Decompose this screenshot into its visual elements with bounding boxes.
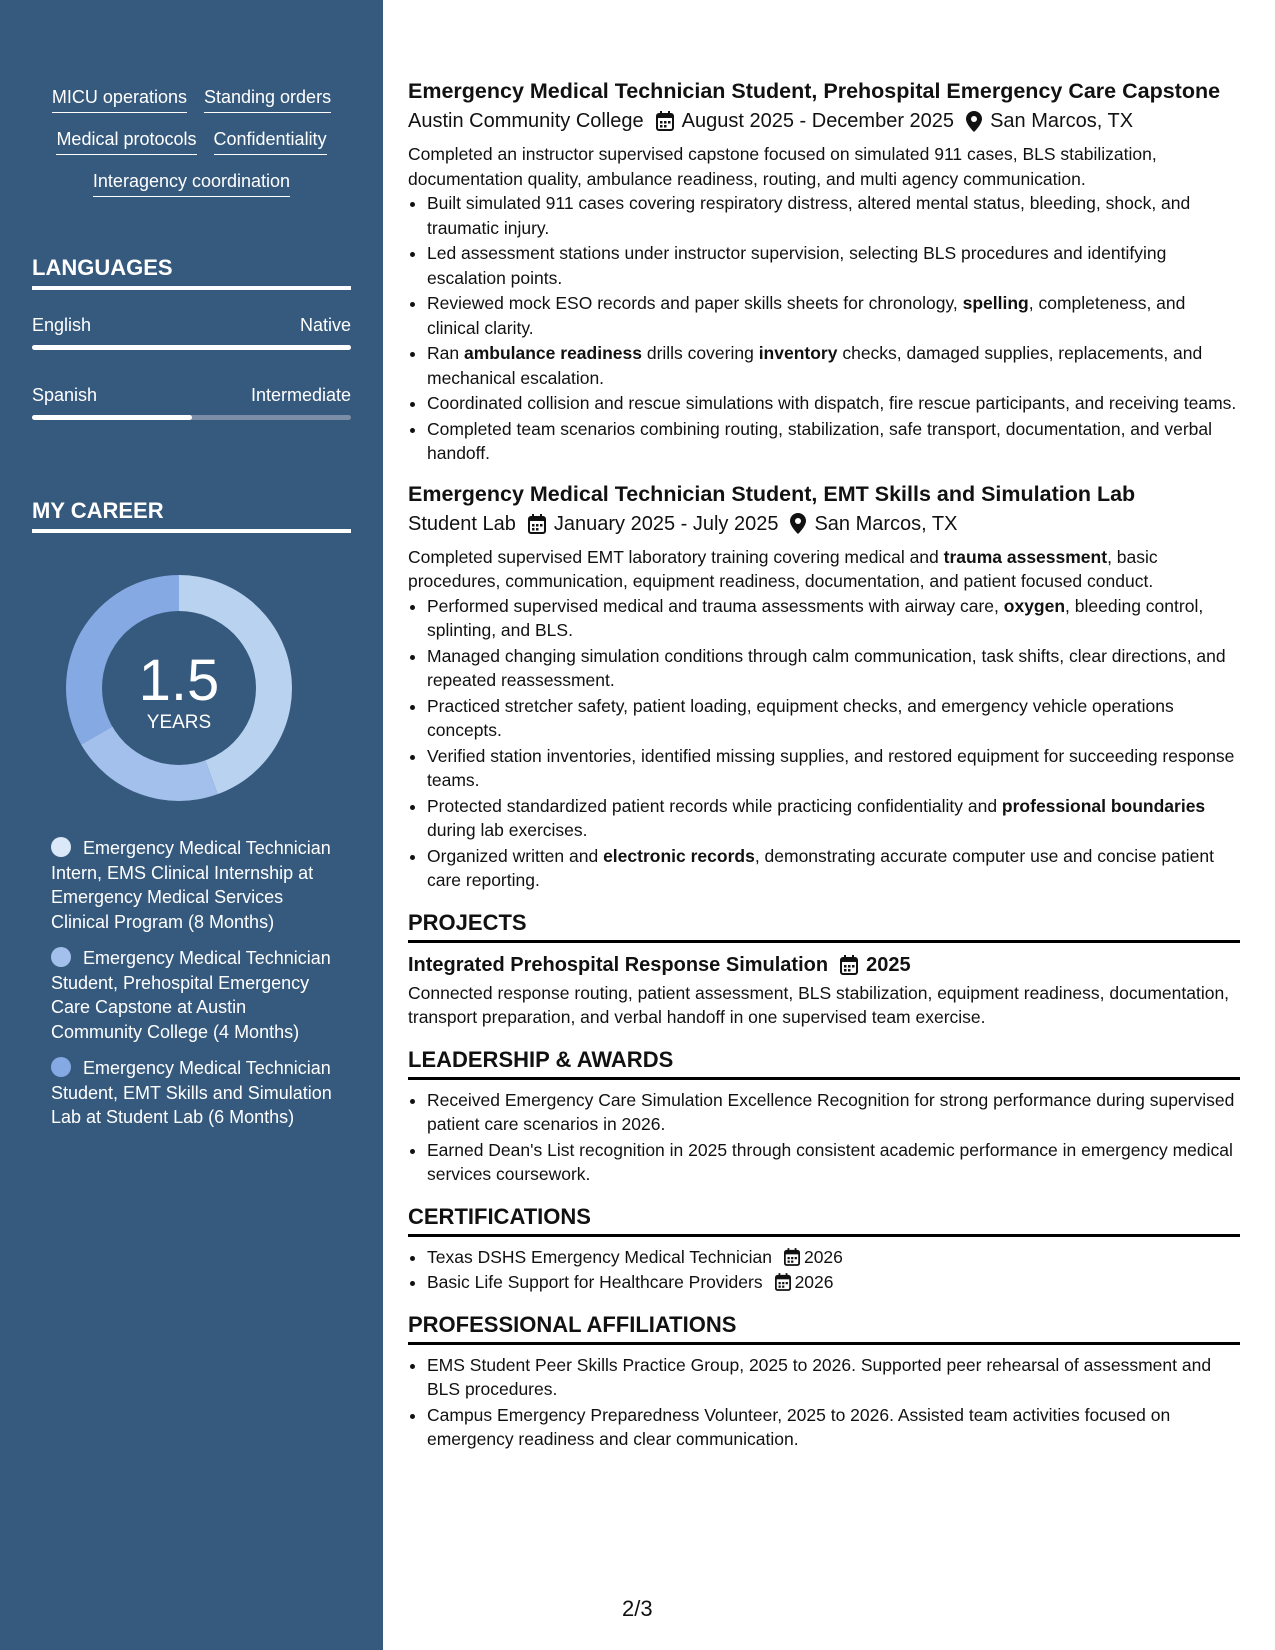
- bullet-item: • Verified station inventories, identified missing supplies, and restored equipment for succeeding response teams.: [427, 744, 1240, 793]
- bullet-item: • Led assessment stations under instructor supervision, selecting BLS procedures and identifying escalation points.: [427, 241, 1240, 290]
- career-item: [51, 946, 341, 1044]
- language-level: Native: [299, 315, 351, 335]
- job-summary: Completed supervised EMT laboratory training covering medical and trauma assessment, basic procedures, communication, equipment readiness, documentation, and patient focused conduct.: [408, 546, 1158, 591]
- bullet-item: • Completed team scenarios combining routing, stabilization, safe transport, documentation, and verbal handoff.: [427, 417, 1240, 466]
- bullet-item: • Coordinated collision and rescue simulations with dispatch, fire rescue participants, and receiving teams.: [427, 391, 1240, 416]
- bullet-item: • Ran ambulance readiness drills covering inventory checks, damaged supplies, replacements, and mechanical escalation.: [427, 341, 1240, 390]
- career-dot-icon: [51, 1057, 71, 1077]
- language-proficiency-fill: [32, 345, 351, 350]
- calendar-icon: [840, 955, 858, 975]
- project-year: 2025: [866, 953, 911, 976]
- career-dot-icon: [51, 837, 71, 857]
- language-name: Spanish: [32, 385, 98, 405]
- bullet-item: • Campus Emergency Preparedness Volunteer, 2025 to 2026. Assisted team activities focused on emergency readiness and clear communication.: [427, 1403, 1240, 1452]
- job-dates: August 2025 - December 2025: [681, 110, 955, 132]
- career-total-unit: YEARS: [146, 712, 212, 733]
- career-list: [51, 836, 341, 1142]
- bullet-item: • Organized written and electronic records, demonstrating accurate computer use and concise patient care reporting.: [427, 844, 1240, 893]
- language-proficiency-bar: [32, 345, 351, 350]
- project-entry: [408, 951, 1240, 1030]
- career-item-text: Emergency Medical Technician Intern, EMS Clinical Internship at Emergency Medical Services Clinical Program (8 Months): [51, 838, 331, 932]
- bullet-item: • Earned Dean's List recognition in 2025 through consistent academic performance in emergency medical services coursework.: [427, 1138, 1240, 1187]
- language-proficiency-bar: [32, 415, 351, 420]
- leadership-heading: LEADERSHIP & AWARDS: [408, 1046, 1240, 1080]
- job-dates: January 2025 - July 2025: [553, 512, 779, 535]
- certification-item: [427, 1270, 1240, 1295]
- affiliations-heading: PROFESSIONAL AFFILIATIONS: [408, 1311, 1240, 1345]
- certification-year: 2026: [803, 1246, 843, 1267]
- job-bullets: [408, 191, 1240, 466]
- job-summary: Completed an instructor supervised capstone focused on simulated 911 cases, BLS stabilization, documentation quality, ambulance readiness, routing, and multi agency communication.: [408, 144, 1157, 189]
- projects-heading: PROJECTS: [408, 909, 1240, 943]
- skill-tag: Confidentiality: [214, 128, 327, 155]
- job-organization: Austin Community College: [408, 110, 644, 132]
- skill-tag: Interagency coordination: [93, 170, 290, 197]
- job-meta: [408, 509, 1240, 539]
- job-meta: [408, 106, 1240, 136]
- career-item: [51, 1056, 341, 1130]
- bullet-item: • Practiced stretcher safety, patient loading, equipment checks, and emergency vehicle operations concepts.: [427, 694, 1240, 743]
- job-title: Emergency Medical Technician Student, EMT Skills and Simulation Lab: [408, 481, 1136, 506]
- job-location: San Marcos, TX: [990, 110, 1134, 132]
- main-content: [408, 78, 1240, 1453]
- calendar-icon: [528, 514, 546, 534]
- certification-name: • Texas DSHS Emergency Medical Technician: [427, 1246, 772, 1267]
- career-item-text: Emergency Medical Technician Student, Prehospital Emergency Care Capstone at Austin Community College (4 Months): [51, 948, 331, 1042]
- career-heading: MY CAREER: [32, 497, 351, 533]
- career-dot-icon: [51, 947, 71, 967]
- calendar-icon: [775, 1273, 791, 1291]
- project-description: Connected response routing, patient assessment, BLS stabilization, equipment readiness, documentation, transport preparation, and verbal handoff in one supervised team exercise.: [408, 982, 1230, 1027]
- bullet-item: • Built simulated 911 cases covering respiratory distress, altered mental status, bleeding, shock, and traumatic injury.: [427, 191, 1240, 240]
- skill-tag: Medical protocols: [56, 128, 196, 155]
- skill-tag: Standing orders: [204, 86, 331, 113]
- calendar-icon: [656, 111, 674, 131]
- job-organization: Student Lab: [408, 512, 516, 535]
- job-title: Emergency Medical Technician Student, Prehospital Emergency Care Capstone: [408, 79, 1221, 103]
- page-number: 2/3: [622, 1596, 653, 1621]
- career-total-value: 1.5: [138, 648, 220, 713]
- language-item-english: [32, 314, 351, 350]
- certification-item: [427, 1245, 1240, 1270]
- calendar-icon: [784, 1248, 800, 1266]
- career-item: [51, 836, 341, 934]
- languages-heading: LANGUAGES: [32, 254, 351, 290]
- bullet-item: • EMS Student Peer Skills Practice Group, 2025 to 2026. Supported peer rehearsal of assessment and BLS procedures.: [427, 1353, 1240, 1402]
- job-location: San Marcos, TX: [814, 512, 958, 535]
- career-item-text: Emergency Medical Technician Student, EMT Skills and Simulation Lab at Student Lab (6 Months): [51, 1058, 332, 1127]
- skill-tag: MICU operations: [52, 86, 187, 113]
- job-entry: [408, 78, 1240, 466]
- job-entry: [408, 481, 1240, 893]
- location-pin-icon: [966, 111, 982, 132]
- location-pin-icon: [790, 513, 806, 534]
- language-item-spanish: [32, 384, 351, 420]
- leadership-list: [408, 1088, 1240, 1187]
- bullet-item: • Protected standardized patient records while practicing confidentiality and professional boundaries during lab exercises.: [427, 794, 1240, 843]
- bullet-item: • Performed supervised medical and trauma assessments with airway care, oxygen, bleeding control, splinting, and BLS.: [427, 594, 1240, 643]
- certifications-heading: CERTIFICATIONS: [408, 1203, 1240, 1237]
- language-name: English: [32, 315, 92, 335]
- language-level: Intermediate: [250, 385, 351, 405]
- language-proficiency-fill: [32, 415, 192, 420]
- job-bullets: [408, 594, 1240, 893]
- bullet-item: • Managed changing simulation conditions through calm communication, task shifts, clear directions, and repeated reassessment.: [427, 644, 1240, 693]
- project-title: Integrated Prehospital Response Simulation: [408, 953, 829, 976]
- certifications-list: [408, 1245, 1240, 1295]
- skills-tags: [32, 86, 351, 212]
- project-title-row: [408, 951, 1240, 979]
- certification-name: • Basic Life Support for Healthcare Providers: [427, 1272, 763, 1292]
- bullet-item: • Reviewed mock ESO records and paper skills sheets for chronology, spelling, completeness, and clinical clarity.: [427, 291, 1240, 340]
- affiliations-list: [408, 1353, 1240, 1452]
- career-donut-chart: [66, 575, 292, 801]
- certification-year: 2026: [794, 1272, 834, 1292]
- sidebar: [0, 0, 383, 1650]
- bullet-item: • Received Emergency Care Simulation Excellence Recognition for strong performance during supervised patient care scenarios in 2026.: [427, 1088, 1240, 1137]
